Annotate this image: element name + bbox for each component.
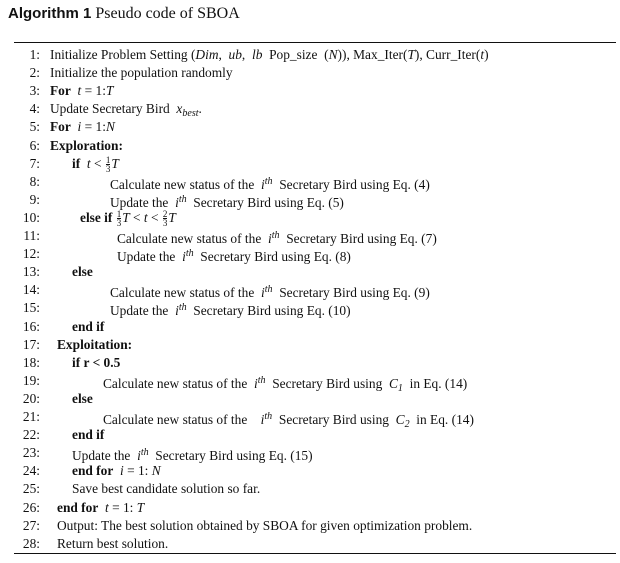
line-number: 11: [23,228,40,243]
line-text: Calculate new status of the $i^{th}$ Secretary Bird using Eq. (9) [110,284,430,301]
algorithm-line [0,100,620,118]
algorithm-line [0,191,620,209]
line-text: end if [72,427,105,443]
algorithm-caption: Pseudo code of SBOA [95,5,240,22]
line-number: 3: [29,83,40,99]
line-text: Calculate new status of the $i^{th}$ Secretary Bird using Eq. (7) [117,230,437,246]
algorithm-line [0,408,620,430]
line-number: 9: [29,191,40,207]
line-number: 16: [22,318,40,334]
line-number: 1: [29,47,40,62]
line-number: 24: [22,463,40,479]
algorithm-line [0,390,620,408]
algorithm-line [0,118,620,136]
line-number: 14: [22,282,40,298]
line-number: 12: [22,246,40,262]
line-number: 23: [22,445,40,461]
line-text: if t < $\frac{1}{3}$ T [72,155,119,175]
line-text: Update the $i^{th}$ Secretary Bird using Eq. (5) [110,193,344,210]
algorithm-line [0,263,620,281]
line-text: Save best candidate solution so far. [72,481,261,497]
line-number: 21: [22,409,40,424]
line-text: Update the $i^{th}$ Secretary Bird using Eq. (8) [117,248,351,265]
line-text: Update Secretary Bird $x_{best}$. [50,101,202,120]
line-number: 10: [22,209,40,225]
line-number: 13: [22,264,40,280]
line-number: 19: [22,372,40,388]
algorithm-line [0,318,620,336]
bottom-rule [14,553,616,554]
line-text: Update the $i^{th}$ Secretary Bird using Eq. (10) [110,302,351,319]
algorithm-line [0,281,620,299]
line-text: end if [72,318,105,334]
algorithm-line [0,299,620,317]
algorithm-line [0,137,620,155]
line-number: 18: [22,354,40,370]
line-text: Update the $i^{th}$ Secretary Bird using Eq. (15) [72,447,313,464]
algorithm-line [0,499,620,517]
algorithm-line [0,82,620,100]
algorithm-line [0,209,620,227]
line-number: 6: [29,137,40,153]
line-text: end for i = 1: N [72,463,161,479]
algorithm-label: Algorithm 1 [8,5,92,22]
line-number: 17: [22,336,40,352]
line-text: if r < 0.5 [72,354,121,370]
line-text: Calculate new status of the $i^{th}$ Secretary Bird using $C_2$ in Eq. (14) [103,411,474,430]
line-number: 20: [22,390,40,406]
line-text: Exploration: [50,137,123,153]
line-number: 7: [29,155,40,171]
top-rule [14,42,616,43]
algorithm-line [0,354,620,372]
line-number: 8: [29,173,40,189]
line-text: Exploitation: [57,336,133,352]
line-text: end for t = 1: T [57,499,145,515]
line-number: 28: [22,535,40,551]
algorithm-line [0,426,620,444]
line-text: For t = 1:T [50,83,114,99]
algorithm-line [0,64,620,82]
algorithm-line [0,535,620,553]
line-number: 22: [22,427,40,443]
line-text: else [72,390,93,406]
line-text: Output: The best solution obtained by SBOA for given optimization problem. [57,517,473,533]
line-number: 25: [22,481,40,497]
line-number: 2: [29,65,40,81]
line-text: else if $\frac{1}{3}$ T < t < $\frac{2}{3}$ T [80,209,176,229]
algorithm-line [0,372,620,394]
line-text: Return best solution. [57,535,169,551]
algorithm-line [0,336,620,354]
algorithm-line [0,517,620,535]
line-number: 27: [22,517,40,533]
algorithm-line [0,480,620,498]
line-text: Initialize the population randomly [50,65,233,81]
line-number: 4: [29,101,40,117]
algorithm-line [0,444,620,462]
line-number: 5: [29,119,40,135]
algorithm-line [0,46,620,64]
algorithm-line [0,173,620,191]
algorithm-title [8,5,240,23]
algorithm-line [0,245,620,263]
algorithm-line [0,155,620,173]
algorithm-line [0,462,620,480]
line-text: else [72,264,93,280]
algorithm-line [0,227,620,245]
line-text: Calculate new status of the $i^{th}$ Secretary Bird using Eq. (4) [110,175,430,192]
line-text: For i = 1:N [50,119,115,135]
line-text: Initialize Problem Setting (Dim, ub, lb Pop_size (N)), Max_Iter(T), Curr_Iter(t) [50,47,489,62]
line-text: Calculate new status of the $i^{th}$ Secretary Bird using $C_1$ in Eq. (14) [103,374,468,394]
line-number: 15: [22,300,40,316]
line-number: 26: [22,499,40,515]
